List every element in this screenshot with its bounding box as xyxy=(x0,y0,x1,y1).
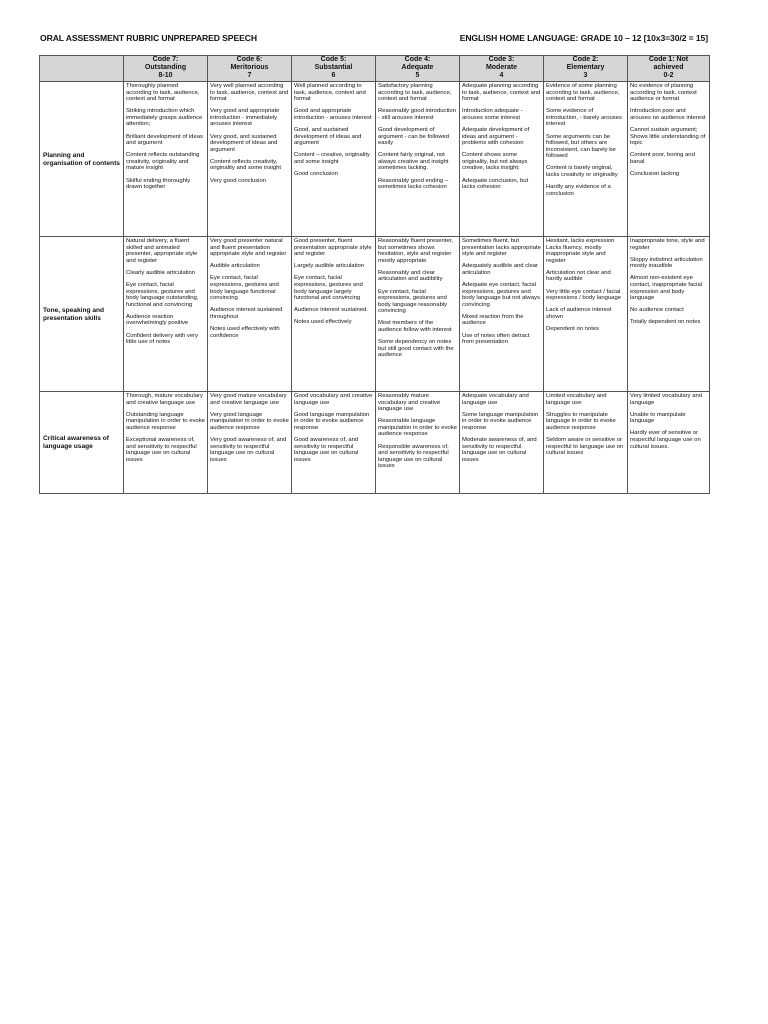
rubric-cell xyxy=(376,82,460,237)
rubric-descriptor: Almost non-existent eye contact, inappropriate facial expression and body language xyxy=(630,275,703,302)
rubric-descriptor: Content reflects creativity, originality and some insight xyxy=(210,158,282,172)
rubric-descriptor: Adequate eye contact, facial expressions, gestures and body language but not always convincing xyxy=(462,281,540,308)
rubric-descriptor: Reasonable language manipulation in order to evoke audience response xyxy=(378,418,457,438)
rubric-descriptor: Well planned according to task, audience, context and format xyxy=(294,83,366,103)
rubric-descriptor: Adequate development of ideas and argument - problems with cohesion xyxy=(462,126,530,147)
rubric-descriptor: Good development of argument - can be followed easily xyxy=(378,126,450,147)
rubric-descriptor: Clearly audible articulation xyxy=(126,269,196,276)
rubric-descriptor: Sometimes fluent, but presentation lacks appropriate style and register xyxy=(462,238,541,258)
rubric-descriptor: Reasonably good introduction - still arouses interest xyxy=(378,108,456,121)
rubric-descriptor: Brilliant development of ideas and argument xyxy=(126,133,203,147)
criterion-label: Tone, speaking and presentation skills xyxy=(40,237,124,392)
rubric-descriptor: Hardly ever of sensitive or respectful language use on cultural issues. xyxy=(630,430,701,450)
rubric-descriptor: Dependent on notes xyxy=(546,325,600,332)
column-header-code4: Code 4: Adequate 5 xyxy=(376,56,460,82)
criterion-header-cell xyxy=(40,56,124,82)
rubric-cell xyxy=(208,82,292,237)
rubric-descriptor: Very good language manipulation in order to evoke audience response xyxy=(210,411,289,431)
rubric-descriptor: Moderate awareness of, and sensitivity to respectful language use on cultural issues xyxy=(462,436,537,463)
rubric-cell xyxy=(628,82,710,237)
rubric-descriptor: Very little eye contact / facial expressions / body language xyxy=(546,288,621,302)
rubric-descriptor: Good language manipulation in order to evoke audience response xyxy=(294,411,370,431)
rubric-descriptor: Some dependency on notes but still good contact with the audience xyxy=(378,339,454,359)
rubric-cell xyxy=(208,392,292,494)
rubric-descriptor: Notes used effectively xyxy=(294,319,352,326)
rubric-descriptor: Very good conclusion xyxy=(210,177,266,184)
rubric-descriptor: Striking introduction which immediately grasps audience attention; xyxy=(126,108,203,128)
rubric-descriptor: Audience reaction overwhelmingly positive xyxy=(126,313,189,327)
rubric-cell xyxy=(544,392,628,494)
rubric-cell xyxy=(460,237,544,392)
page-header xyxy=(40,33,708,45)
rubric-descriptor: Seldom aware or sensitive or respectful to language use on cultural issues xyxy=(546,436,624,457)
rubric-descriptor: Notes used effectively with confidence xyxy=(210,325,280,339)
rubric-descriptor: Very good awareness of, and sensitivity to respectful language use on cultural issues xyxy=(210,436,287,463)
rubric-descriptor: Hesitant, lacks expression Lacks fluency, mostly inappropriate style and register xyxy=(546,238,615,264)
rubric-descriptor: Some evidence of introduction, - barely arouses interest xyxy=(546,108,622,128)
rubric-descriptor: Good conclusion xyxy=(294,170,338,177)
rubric-cell xyxy=(124,392,208,494)
rubric-descriptor: Audience interest sustained. xyxy=(294,307,369,314)
rubric-descriptor: No evidence of planning according to task, context audience or format xyxy=(630,83,697,103)
rubric-descriptor: Inappropriate tone, style and register xyxy=(630,238,705,251)
rubric-descriptor: Lack of audience interest shown xyxy=(546,307,612,320)
rubric-cell xyxy=(376,392,460,494)
rubric-descriptor: Sloppy indistinct articulation mostly inaudible xyxy=(630,256,703,270)
rubric-descriptor: Very good mature vocabulary and creative language use xyxy=(210,393,287,406)
rubric-descriptor: Satisfactory planning according to task, audience, context and format xyxy=(378,83,452,103)
rubric-descriptor: Very good and appropriate introduction - immediately arouses interest xyxy=(210,108,280,128)
rubric-descriptor: Content is barely original, lacks creativity or originality xyxy=(546,165,618,179)
rubric-descriptor: Conclusion lacking xyxy=(630,170,680,177)
column-header-code5: Code 5: Substantial 6 xyxy=(292,56,376,82)
table-row xyxy=(40,82,710,237)
rubric-cell xyxy=(628,392,710,494)
rubric-descriptor: Good, and sustained development of ideas and argument xyxy=(294,126,362,147)
rubric-cell xyxy=(460,82,544,237)
grade-title: ENGLISH HOME LANGUAGE: GRADE 10 – 12 [10x3=30/2 = 15] xyxy=(459,33,708,43)
rubric-descriptor: Content – creative, originality and some insight xyxy=(294,152,370,165)
rubric-descriptor: Evidence of some planning according to task, audience, context and format xyxy=(546,83,620,103)
rubric-descriptor: Largely audible articulation xyxy=(294,263,365,270)
rubric-descriptor: Adequate conclusion, but lacks cohesion xyxy=(462,177,529,191)
column-header-code2: Code 2: Elementary 3 xyxy=(544,56,628,82)
rubric-descriptor: Adequately audible and clear articulation xyxy=(462,263,538,276)
criterion-label: Critical awareness of language usage xyxy=(40,392,124,494)
rubric-descriptor: Good presenter, fluent presentation appropriate style and register xyxy=(294,238,372,258)
rubric-descriptor: Natural delivery, a fluent skilled and animated presenter, appropriate style and register xyxy=(126,238,198,264)
rubric-descriptor: Reasonably fluent presenter, but sometimes shows hesitation, style and register mostly appropriate xyxy=(378,238,453,264)
rubric-descriptor: Good awareness of, and sensitivity to respectful language use on cultural issues xyxy=(294,436,359,463)
rubric-cell xyxy=(544,237,628,392)
rubric-descriptor: Responsible awareness of, and sensitivity to respectful language use on cultural issues xyxy=(378,443,449,470)
rubric-descriptor: Good and appropriate introduction - arouses interest xyxy=(294,108,372,121)
column-header-code7: Code 7: Outstanding 8-10 xyxy=(124,56,208,82)
rubric-descriptor: Audible articulation xyxy=(210,263,260,270)
rubric-descriptor: Reasonably good ending – sometimes lacks cohesion xyxy=(378,177,449,191)
rubric-cell xyxy=(124,82,208,237)
column-header-code3: Code 3: Moderate 4 xyxy=(460,56,544,82)
rubric-descriptor: Audience interest sustained throughout xyxy=(210,307,283,320)
rubric-descriptor: Content fairly original, not always creative and insight sometimes lacking. xyxy=(378,152,449,172)
rubric-table xyxy=(39,55,710,494)
rubric-cell xyxy=(292,392,376,494)
rubric-descriptor: Very well planned according to task, audience, context and format xyxy=(210,83,289,103)
rubric-cell xyxy=(376,237,460,392)
rubric-descriptor: Thoroughly planned according to task, audience, context and format xyxy=(126,83,200,103)
rubric-descriptor: Some arguments can be followed, but others are inconsistent, can barely be followed xyxy=(546,133,616,160)
table-row xyxy=(40,237,710,392)
rubric-descriptor: Use of notes often detract from presentation xyxy=(462,332,530,346)
table-row xyxy=(40,392,710,494)
rubric-cell xyxy=(460,392,544,494)
rubric-descriptor: Reasonably and clear articulation and audibility xyxy=(378,269,443,283)
rubric-descriptor: Limited vocabulary and language use xyxy=(546,393,607,406)
rubric-descriptor: Cannot sustain argument; Shows little understanding of topic xyxy=(630,126,706,147)
rubric-descriptor: Mixed reaction from the audience xyxy=(462,313,524,327)
rubric-descriptor: Hardly any evidence of a conclusion xyxy=(546,184,611,197)
rubric-descriptor: Outstanding language manipulation in order to evoke audience response xyxy=(126,411,205,431)
rubric-descriptor: Totally dependent on notes xyxy=(630,319,701,326)
rubric-descriptor: Eye contact, facial expressions, gestures and body language functional convincing xyxy=(210,275,279,302)
rubric-cell xyxy=(628,237,710,392)
rubric-cell xyxy=(292,82,376,237)
rubric-descriptor: Content shows some originality, but not always creative, lacks insight; xyxy=(462,152,528,172)
rubric-descriptor: Reasonably mature vocabulary and creative language use xyxy=(378,393,441,413)
rubric-descriptor: Thorough, mature vocabulary and creative language use xyxy=(126,393,203,406)
rubric-descriptor: Content reflects outstanding creativity, originality and mature insight xyxy=(126,152,200,172)
document-title: ORAL ASSESSMENT RUBRIC UNPREPARED SPEECH xyxy=(40,33,257,43)
rubric-descriptor: Adequate planning according to task, audience, context and format xyxy=(462,83,541,103)
rubric-descriptor: Eye contact, facial expressions, gestures and body language outstanding, functional and convincing xyxy=(126,281,199,308)
rubric-cell xyxy=(292,237,376,392)
criterion-label: Planning and organisation of contents xyxy=(40,82,124,237)
rubric-descriptor: Most members of the audience follow with interest xyxy=(378,320,452,334)
rubric-descriptor: Eye contact, facial expressions, gestures and body language largely functional and convincing xyxy=(294,275,363,302)
rubric-cell xyxy=(208,237,292,392)
rubric-descriptor: Eye contact, facial expressions, gestures and body language reasonably convincing xyxy=(378,288,448,315)
rubric-descriptor: Articulation not clear and hardly audible xyxy=(546,269,611,283)
column-header-code1: Code 1: Not achieved 0-2 xyxy=(628,56,710,82)
rubric-descriptor: Exceptional awareness of, and sensitivity to respectful language use on cultural issues xyxy=(126,436,197,463)
rubric-header-row xyxy=(40,56,710,82)
rubric-cell xyxy=(544,82,628,237)
rubric-descriptor: No audience contact xyxy=(630,307,684,314)
rubric-descriptor: Skilful ending thoroughly drawn together xyxy=(126,177,191,191)
rubric-descriptor: Content poor, boring and banal xyxy=(630,152,695,165)
rubric-descriptor: Some language manipulation in order to evoke audience response xyxy=(462,411,539,431)
rubric-descriptor: Very limited vocabulary and language xyxy=(630,393,703,406)
rubric-descriptor: Struggles to manipulate language in order to evoke audience response xyxy=(546,411,616,431)
rubric-descriptor: Good vocabulary and creative language use xyxy=(294,393,373,406)
rubric-descriptor: Unable to manipulate language xyxy=(630,411,686,425)
rubric-descriptor: Very good presenter natural and fluent presentation appropriate style and register xyxy=(210,238,287,258)
rubric-cell xyxy=(124,237,208,392)
rubric-descriptor: Confident delivery with very little use of notes xyxy=(126,332,199,346)
column-header-code6: Code 6: Meritorious 7 xyxy=(208,56,292,82)
rubric-descriptor: Very good, and sustained development of ideas and argument xyxy=(210,133,278,153)
rubric-descriptor: Introduction poor and arouses no audience interest xyxy=(630,108,706,121)
rubric-descriptor: Introduction adequate - arouses some interest xyxy=(462,108,523,121)
rubric-descriptor: Adequate vocabulary and language use xyxy=(462,393,529,406)
